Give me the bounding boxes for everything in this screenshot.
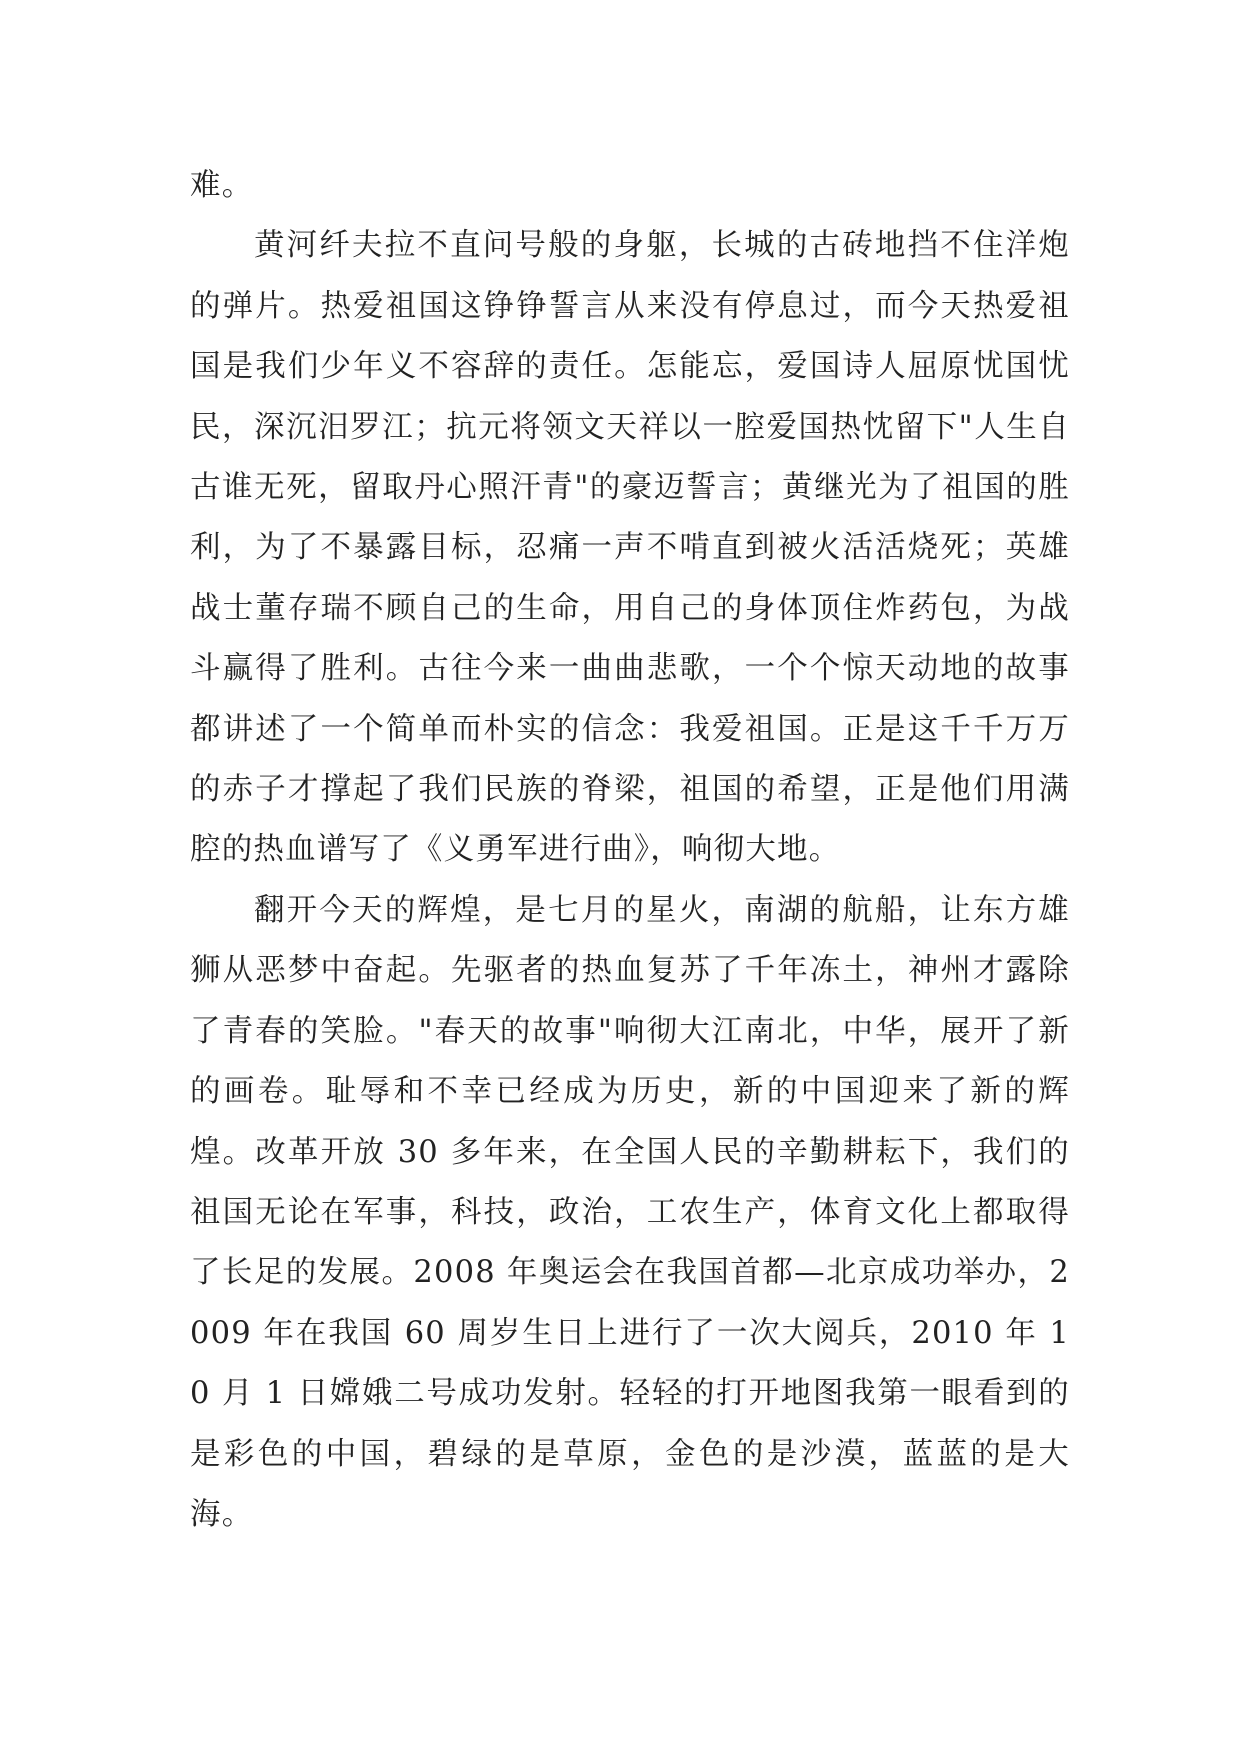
paragraph-patriots: 黄河纤夫拉不直问号般的身躯，长城的古砖地挡不住洋炮的弹片。热爱祖国这铮铮誓言从来没有停息过，而今天热爱祖国是我们少年义不容辞的责任。怎能忘，爱国诗人屈原忧国忧民，深沉汨罗江；抗元将领文天祥以一腔爱国热忱留下"人生自古谁无死，留取丹心照汗青"的豪迈誓言；黄继光为了祖国的胜利，为了不暴露目标，忍痛一声不啃直到被火活活烧死；英雄战士董存瑞不顾自己的生命，用自己的身体顶住炸药包，为战斗赢得了胜利。古往今来一曲曲悲歌，一个个惊天动地的故事都讲述了一个简单而朴实的信念：我爱祖国。正是这千千万万的赤子才撑起了我们民族的脊梁，祖国的希望，正是他们用满腔的热血谱写了《义勇军进行曲》，响彻大地。 bbox=[190, 228, 1070, 868]
paragraph-continuation: 难。 bbox=[190, 168, 254, 203]
paragraph-glory: 翻开今天的辉煌，是七月的星火，南湖的航船，让东方雄狮从恶梦中奋起。先驱者的热血复苏了千年冻土，神州才露除了青春的笑脸。"春天的故事"响彻大江南北，中华，展开了新的画卷。耻辱和不幸已经成为历史，新的中国迎来了新的辉煌。改革开放 30 多年来，在全国人民的辛勤耕耘下，我们的祖国无论在军事，科技，政治，工农生产，体育文化上都取得了长足的发展。2008 年奥运会在我国首都—北京成功举办，2009 年在我国 60 周岁生日上进行了一次大阅兵，2010 年 10 月 1 日嫦娥二号成功发射。轻轻的打开地图我第一眼看到的是彩色的中国，碧绿的是草原，金色的是沙漠，蓝蓝的是大海。 bbox=[190, 892, 1070, 1532]
document-body bbox=[190, 156, 1070, 1545]
